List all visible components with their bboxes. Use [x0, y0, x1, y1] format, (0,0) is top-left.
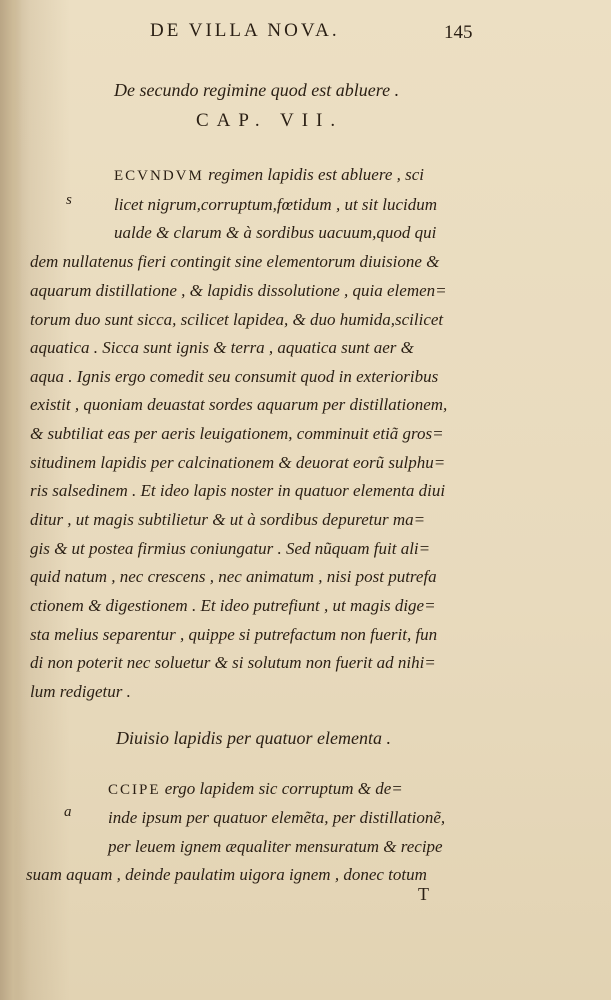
text-line: & subtiliat eas per aeris leuigationem, comminuit etiã gros= — [30, 424, 444, 443]
signature-mark: T — [418, 884, 429, 904]
text-line: lum redigetur . — [30, 682, 131, 701]
first-word: CCIPE — [108, 782, 161, 798]
text-line: di non poterit nec soluetur & si solutum non fuerit ad nihi= — [30, 653, 436, 672]
section-title-2: Diuisio lapidis per quatuor elementa . — [116, 728, 391, 748]
running-head: DE VILLA NOVA. — [150, 20, 340, 41]
text-line: quid natum , nec crescens , nec animatum , nisi post putrefa — [30, 567, 437, 586]
margin-letter-s: s — [66, 192, 72, 208]
text-line: gis & ut postea firmius coniungatur . Sed nũquam fuit ali= — [30, 539, 431, 558]
text-line: ris salsedinem . Et ideo lapis noster in quatuor elementa diui — [30, 481, 446, 500]
text-line: torum duo sunt sicca, scilicet lapidea, & duo humida,scilicet — [30, 310, 444, 329]
text-line: dem nullatenus fieri contingit sine elementorum diuisione & — [30, 252, 440, 271]
text-line: CCIPE ergo lapidem sic corruptum & de= — [108, 779, 403, 798]
text-line: aquarum distillatione , & lapidis dissolutione , quia elemen= — [30, 281, 447, 300]
text-line: aquatica . Sicca sunt ignis & terra , aquatica sunt aer & — [30, 338, 414, 357]
first-word: ECVNDVM — [114, 168, 204, 184]
page-gutter-shadow — [0, 0, 22, 1000]
text-line: existit , quoniam deuastat sordes aquarum per distillationem, — [30, 395, 448, 414]
section-title-1: De secundo regimine quod est abluere . — [114, 80, 400, 100]
margin-letter-a: a — [64, 804, 72, 820]
text-line: inde ipsum per quatuor elemẽta, per distillationẽ, — [108, 808, 446, 827]
text-line: sta melius separentur , quippe si putrefactum non fuerit, fun — [30, 625, 438, 644]
page-header — [0, 20, 611, 50]
chapter-number: CAP. VII. — [196, 110, 344, 131]
text-line: situdinem lapidis per calcinationem & deuorat eorũ sulphu= — [30, 453, 446, 472]
text-line: ctionem & digestionem . Et ideo putrefiunt , ut magis dige= — [30, 596, 436, 615]
text-line: ECVNDVM regimen lapidis est abluere , sci — [114, 165, 425, 184]
text-line: licet nigrum,corruptum,fœtidum , ut sit lucidum — [114, 195, 437, 214]
page-number: 145 — [444, 22, 473, 43]
text-line: per leuem ignem æqualiter mensuratum & recipe — [108, 837, 443, 856]
text-line: ditur , ut magis subtilietur & ut à sordibus depuretur ma= — [30, 510, 426, 529]
text-line: suam aquam , deinde paulatim uigora ignem , donec totum — [26, 865, 427, 884]
text-line: aqua . Ignis ergo comedit seu consumit quod in exterioribus — [30, 367, 439, 386]
text-line: ualde & clarum & à sordibus uacuum,quod qui — [114, 223, 437, 242]
